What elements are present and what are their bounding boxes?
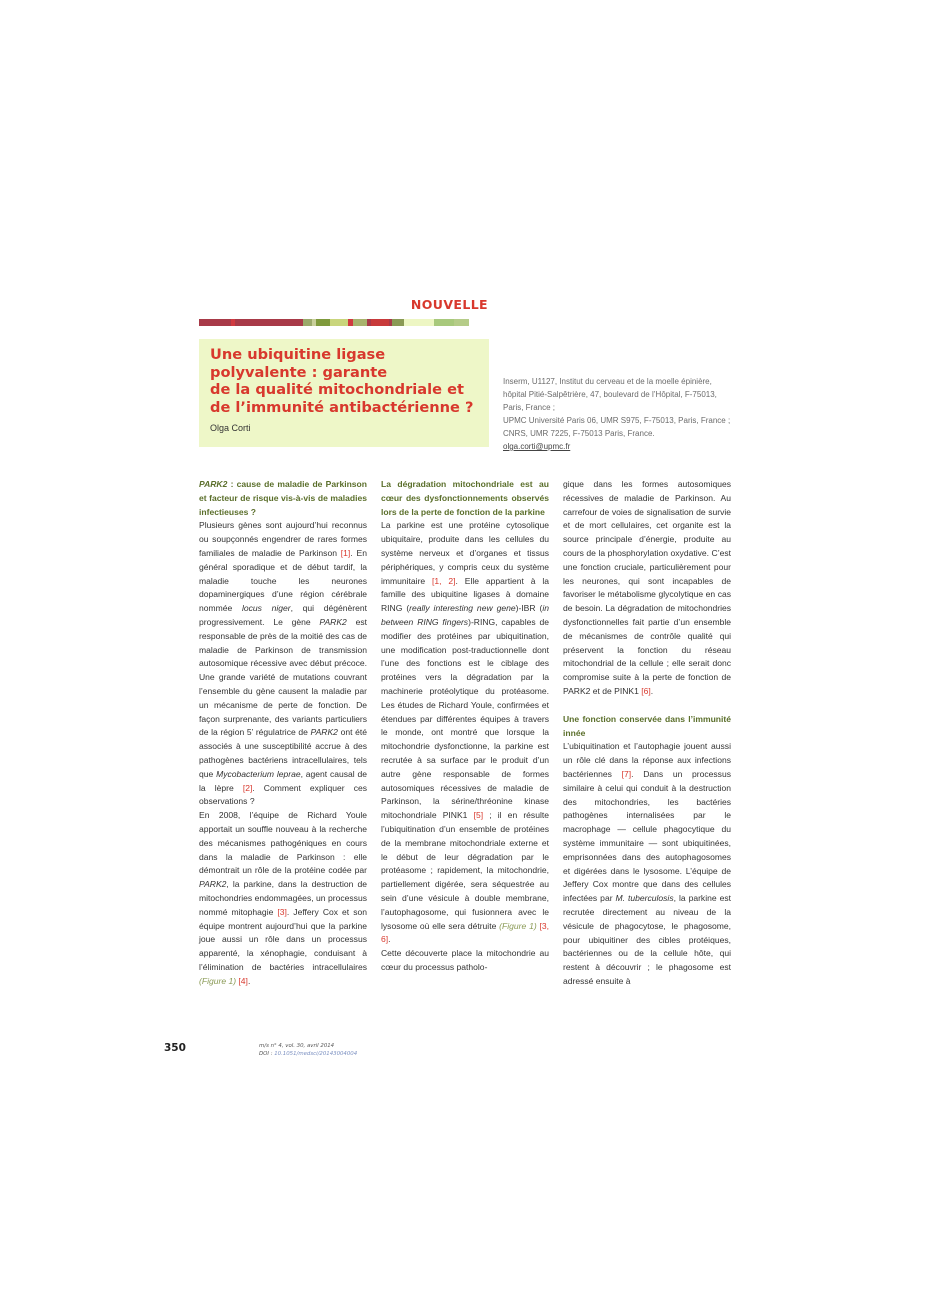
color-bar-segment bbox=[303, 319, 312, 326]
paragraph: Plusieurs gènes sont aujourd’hui reconnus ou soupçonnés engendrer de rares formes familiales de maladie de Parkinson [1]. En général sporadique et de début tardif, la maladie touche les neurones dopaminergiques d’une région cérébrale nommée locus niger, qui dégénèrent progressivement. Le gène PARK2 est responsable de près de la moitié des cas de maladie de Parkinson de transmission autosomique récessive avec début précoce. Une grande variété de mutations couvrant l’ensemble du gène causent la maladie par un mécanisme de perte de fonction. De façon surprenante, des variants particuliers de la région 5’ régulatrice de PARK2 ont été associés à une susceptibilité accrue à des pathogènes bactériens intracellulaires, tels que Mycobacterium leprae, agent causal de la lèpre [2]. Comment expliquer ces observations ? bbox=[199, 520, 367, 807]
author-name: Olga Corti bbox=[210, 423, 251, 433]
figure-link[interactable]: (Figure 1) bbox=[199, 975, 237, 986]
paragraph: gique dans les formes autosomiques récessives de maladie de Parkinson. Au carrefour de voies de signalisation de survie et de mort cellulaires, cet organite est la source principale d’énergie, produite au cours de la phosphorylation oxydative. C’est une fonction cruciale, particulièrement pour les neurones, qui sont incapables de favoriser le métabolisme glycolytique en cas de besoin. La dégradation de mitochondries dysfonctionnelles fait partie d’un ensemble de mécanismes de contrôle qualité qui préservent la fonction du réseau mitochondrial de la cellule ; elle serait donc compromise suite à la perte de fonction de PARK2 et de PINK1 [6]. bbox=[563, 479, 731, 696]
doi-link[interactable]: 10.1051/medsci/20143004004 bbox=[274, 1051, 358, 1057]
section-heading: PARK2 : cause de maladie de Parkinson et facteur de risque vis-à-vis de maladies infectieuses ? bbox=[199, 479, 367, 517]
paragraph-spacer bbox=[563, 699, 731, 713]
text-column-3 bbox=[563, 478, 731, 989]
title-line: de la qualité mitochondriale et bbox=[210, 381, 465, 398]
reference-link[interactable]: [1, 2] bbox=[432, 575, 456, 586]
doi-line: DOI : 10.1051/medsci/20143004004 bbox=[259, 1051, 358, 1057]
color-bar-segment bbox=[353, 319, 367, 326]
journal-citation bbox=[259, 1042, 357, 1058]
text-column-1 bbox=[199, 478, 367, 988]
text-column-2 bbox=[381, 478, 549, 975]
title-line: de l’immunité antibactérienne ? bbox=[210, 398, 474, 416]
reference-link[interactable]: [7] bbox=[621, 768, 632, 779]
affiliation-line: UPMC Université Paris 06, UMR S975, F-75013, Paris, France ; bbox=[503, 416, 731, 425]
affiliation-line: hôpital Pitié-Salpêtrière, 47, boulevard de l’Hôpital, F-75013, bbox=[503, 390, 717, 399]
color-bar-segment bbox=[199, 319, 221, 326]
color-bar-segment bbox=[454, 319, 469, 326]
affiliation-line: CNRS, UMR 7225, F-75013 Paris, France. bbox=[503, 429, 655, 438]
title-box bbox=[199, 339, 489, 447]
paragraph: La parkine est une protéine cytosolique ubiquitaire, produite dans les cellules du système nerveux et d’organes et tissus périphériques, y compris ceux du système immunitaire [1, 2]. Elle appartient à la famille des ubiquitine ligases à domaine RING (really interesting new gene)-IBR (in between RING fingers)-RING, capables de modifier des protéines par ubiquitination, une modification post-traductionnelle dont l’une des fonctions est le ciblage des protéines vers la dégradation par la machinerie protéolytique du protéasome. Les études de Richard Youle, confirmées et étendues par différentes équipes à travers le monde, ont montré que lorsque la mitochondrie dysfonctionne, la parkine est recrutée à sa surface par le produit d’un autre gène responsable de formes autosomiques récessives de maladie de Parkinson, la sérine/thréonine kinase mitochondriale PINK1 [5] ; il en résulte l’ubiquitination d’un ensemble de protéines de la membrane mitochondriale externe et le début de leur dégradation par le protéasome ; rapidement, la mitochondrie, partiellement digérée, sera séquestrée au sein d’une vésicule à double membrane, l’autophagosome, qui fusionnera avec le lysosome où elle sera détruite (Figure 1) [3, 6]. bbox=[381, 520, 550, 945]
color-bar-segment bbox=[221, 319, 231, 326]
reference-link[interactable]: [6] bbox=[641, 685, 651, 696]
reference-link[interactable]: [3] bbox=[277, 906, 287, 917]
reference-link[interactable]: [3, 6] bbox=[381, 920, 550, 945]
paragraph: L’ubiquitination et l’autophagie jouent aussi un rôle clé dans la réponse aux infections bactériennes [7]. Dans un processus similaire à celui qui conduit à la destruction des mitochondries, les bactéries pathogènes internalisées par le macrophage — cellule phagocytique du système immunitaire — sont ubiquitinées, emprisonnées dans des autophagosomes et digérées dans le lysosome. L’équipe de Jeffery Cox montre que dans des cellules infectées par M. tuberculosis, la parkine est recrutée directement au niveau de la vésicule de phagocytose, le phagosome, pour ubiquitiner des cibles protéiques, bactériennes ou de la cellule hôte, qui restent à découvrir ; le phagosome est adressé ensuite à bbox=[563, 741, 731, 986]
color-bar-segment bbox=[434, 319, 454, 326]
color-bar-segment bbox=[371, 319, 389, 326]
reference-link[interactable]: [2] bbox=[242, 782, 253, 793]
color-bar-segment bbox=[247, 319, 303, 326]
affiliation-line: Paris, France ; bbox=[503, 403, 556, 412]
reference-link[interactable]: [1] bbox=[340, 547, 351, 558]
reference-link[interactable]: [4] bbox=[238, 975, 248, 986]
color-bar-segment bbox=[392, 319, 404, 326]
paragraph: Cette découverte place la mitochondrie au cœur du processus patholo- bbox=[381, 948, 549, 972]
color-bar-segment bbox=[404, 319, 434, 326]
reference-link[interactable]: [5] bbox=[473, 810, 484, 821]
article-title bbox=[210, 346, 479, 416]
section-heading: La dégradation mitochondriale est au cœur des dysfonctionnements observés lors de la perte de fonction de la parkine bbox=[381, 479, 549, 517]
paragraph: En 2008, l’équipe de Richard Youle apportait un souffle nouveau à la recherche des mécanismes pathogéniques en cours dans la maladie de Parkinson : elle démontrait un rôle de la protéine codée par PARK2, la parkine, dans la destruction de mitochondries endommagées, un processus nommé mitophagie [3]. Jeffery Cox et son équipe montrent aujourd’hui que la parkine joue aussi un rôle dans un processus apparenté, la xénophagie, conduisant à l’élimination de bactéries intracellulaires (Figure 1) [4]. bbox=[199, 810, 367, 986]
title-line: Une ubiquitine ligase bbox=[210, 346, 386, 363]
section-heading: Une fonction conservée dans l’immunité innée bbox=[563, 713, 731, 738]
decorative-color-bar bbox=[199, 319, 489, 326]
color-bar-segment bbox=[316, 319, 330, 326]
author-email-link[interactable]: olga.corti@upmc.fr bbox=[503, 442, 571, 451]
page-number: 350 bbox=[164, 1042, 186, 1054]
author-affiliation bbox=[503, 375, 738, 453]
title-line: polyvalente : garante bbox=[210, 363, 388, 381]
color-bar-segment bbox=[235, 319, 247, 326]
color-bar-segment bbox=[330, 319, 348, 326]
journal-issue: m/s n° 4, vol. 30, avril 2014 bbox=[259, 1043, 335, 1049]
figure-link[interactable]: (Figure 1) bbox=[499, 920, 537, 931]
section-label: NOUVELLE bbox=[410, 297, 488, 312]
affiliation-line: Inserm, U1127, Institut du cerveau et de la moelle épinière, bbox=[503, 377, 712, 386]
